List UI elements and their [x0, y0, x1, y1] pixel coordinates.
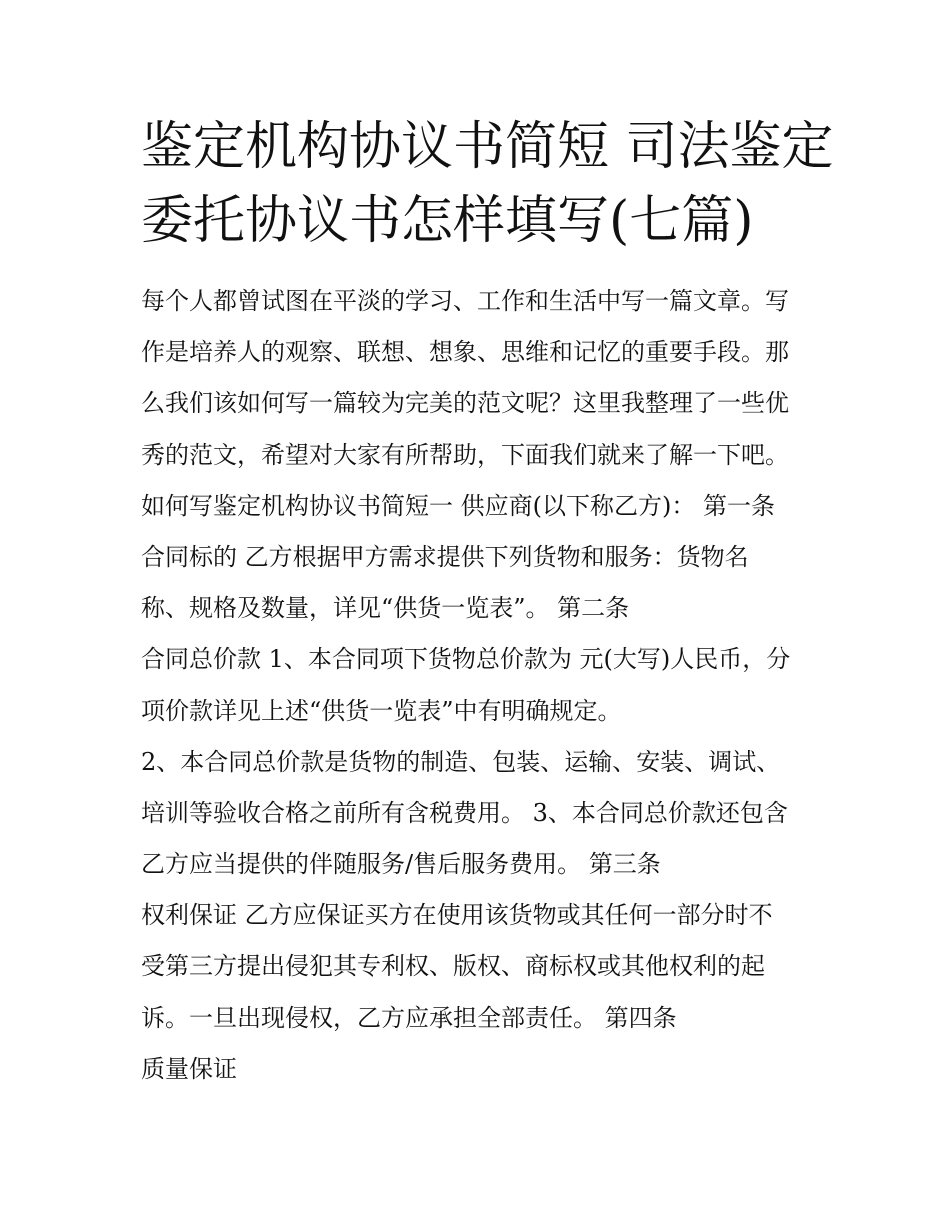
body-line: 培训等验收合格之前所有含税费用。 3、本合同总价款还包含: [141, 798, 788, 827]
document-body: [141, 276, 821, 1095]
body-line: 2、本合同总价款是货物的制造、包装、运输、安装、调试、: [141, 747, 781, 776]
body-line: 乙方应当提供的伴随服务/售后服务费用。 第三条: [141, 850, 661, 879]
body-line: 如何写鉴定机构协议书简短一 供应商(以下称乙方)： 第一条: [141, 491, 775, 520]
body-line: 合同总价款 1、本合同项下货物总价款为 元(大写)人民币，分: [141, 645, 791, 674]
body-line: 诉。一旦出现侵权，乙方应承担全部责任。 第四条: [141, 1003, 677, 1032]
body-line: 么我们该如何写一篇较为完美的范文呢？这里我整理了一些优: [141, 389, 789, 418]
document-title: [141, 110, 834, 258]
body-line: 称、规格及数量，详见“供货一览表”。 第二条: [141, 594, 630, 623]
body-line: 项价款详见上述“供货一览表”中有明确规定。: [141, 696, 622, 725]
body-line: 每个人都曾试图在平淡的学习、工作和生活中写一篇文章。写: [141, 287, 789, 315]
title-line: 鉴定机构协议书简短 司法鉴定: [141, 117, 834, 177]
body-line: 秀的范文，希望对大家有所帮助，下面我们就来了解一下吧。: [141, 440, 789, 469]
body-line: 质量保证: [141, 1054, 237, 1083]
body-line: 受第三方提出侵犯其专利权、版权、商标权或其他权利的起: [141, 952, 765, 981]
title-line: 委托协议书怎样填写(七篇): [141, 191, 754, 251]
body-line: 权利保证 乙方应保证买方在使用该货物或其任何一部分时不: [141, 901, 773, 930]
body-line: 作是培养人的观察、联想、想象、思维和记忆的重要手段。那: [141, 338, 789, 367]
body-line: 合同标的 乙方根据甲方需求提供下列货物和服务：货物名: [141, 542, 749, 571]
